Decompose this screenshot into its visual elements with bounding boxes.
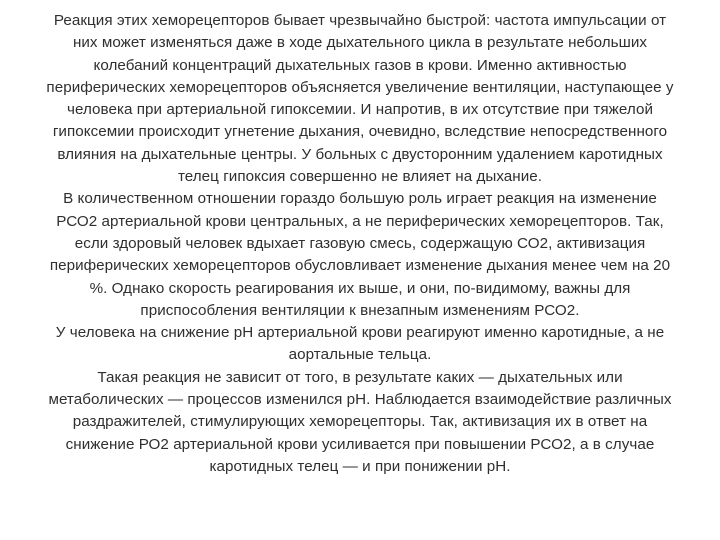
paragraph-stimuli-interaction — [20, 367, 700, 478]
text-line: аортальные тельца. — [288, 346, 432, 364]
text-line: раздражителей, стимулирующих хеморецепторы. Так, активизация их в ответ на — [72, 413, 648, 431]
paragraph-chemoreceptor-speed — [20, 10, 700, 188]
text-line: %. Однако скорость реагирования их выше, и они, по-видимому, важны для — [89, 279, 631, 297]
paragraph-central-chemoreceptors — [20, 188, 700, 322]
text-line: РСО2 артериальной крови центральных, а не периферических хеморецепторов. Так, — [56, 212, 664, 230]
text-line: каротидных телец — и при понижении рН. — [209, 457, 511, 475]
text-line: приспособления вентиляции к внезапным изменениям РСО2. — [140, 301, 580, 319]
text-line: Такая реакция не зависит от того, в результате каких — дыхательных или — [97, 368, 623, 386]
text-line: колебаний концентраций дыхательных газов в крови. Именно активностью — [93, 56, 627, 74]
text-line: влияния на дыхательные центры. У больных с двусторонним удалением каротидных — [57, 145, 663, 163]
text-line: если здоровый человек вдыхает газовую смесь, содержащую СО2, активизация — [74, 234, 646, 252]
text-line: периферических хеморецепторов обусловливает изменение дыхания менее чем на 20 — [49, 257, 671, 275]
text-line: периферических хеморецепторов объясняется увеличение вентиляции, наступающее у — [46, 78, 674, 96]
text-line: телец гипоксия совершенно не влияет на дыхание. — [177, 168, 543, 186]
text-line: них может изменяться даже в ходе дыхательного цикла в результате небольших — [72, 34, 648, 52]
text-line: гипоксемии происходит угнетение дыхания, очевидно, вследствие непосредственного — [52, 123, 668, 141]
text-line: У человека на снижение рН артериальной крови реагируют именно каротидные, а не — [55, 324, 665, 342]
text-line: снижение РО2 артериальной крови усиливается при повышении РСО2, а в случае — [65, 435, 655, 453]
text-line: человека при артериальной гипоксемии. И напротив, в их отсутствие при тяжелой — [67, 101, 653, 119]
text-line: Реакция этих хеморецепторов бывает чрезвычайно быстрой: частота импульсации от — [53, 12, 667, 29]
paragraph-ph-response — [20, 322, 700, 367]
text-line: метаболических — процессов изменился рН. Наблюдается взаимодействие различных — [48, 391, 672, 409]
text-line: В количественном отношении гораздо большую роль играет реакция на изменение — [63, 190, 657, 208]
